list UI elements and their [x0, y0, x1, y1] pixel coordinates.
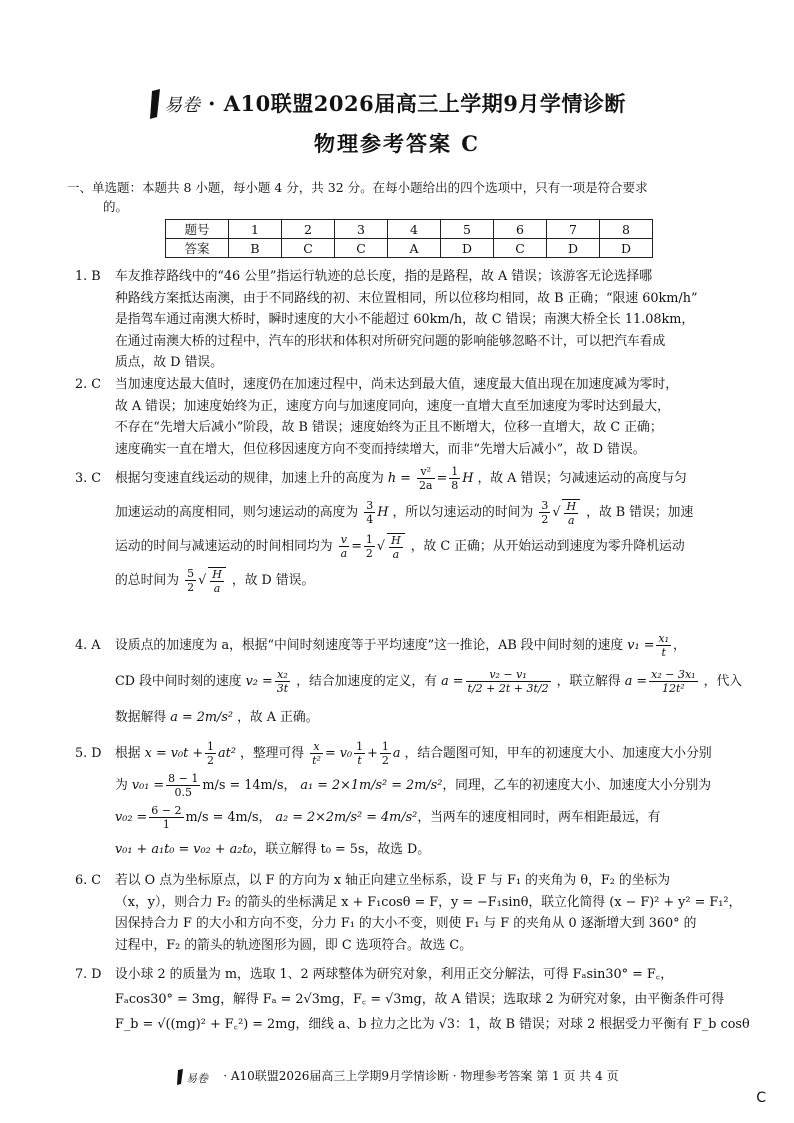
text-line: Fₐcos30° = 3mg，解得 Fₐ = 2√3mg，F꜀ = √3mg，故 A 错误；选取球 2 为研究对象，由平衡条件可得 — [115, 992, 725, 1007]
text-line — [115, 664, 743, 700]
denominator: 2 — [207, 754, 215, 767]
page-subtitle: 物理参考答案 C — [313, 131, 481, 156]
denominator: 8 — [451, 479, 459, 492]
math-symbol: v₂ = — [245, 674, 273, 689]
text-segment: ，整理可得 — [240, 746, 305, 761]
fraction — [387, 533, 405, 561]
denominator: 12t² — [661, 682, 685, 695]
page-footer — [0, 1067, 794, 1086]
table-cell: A — [388, 239, 441, 258]
fraction — [339, 533, 350, 560]
math-symbol: v₀₂ = — [115, 810, 148, 825]
denominator: 3t — [276, 682, 289, 695]
numerator: 6 − 2 — [151, 804, 182, 817]
question-number: 5. D — [75, 746, 102, 761]
section-heading — [67, 178, 757, 216]
table-cell: D — [441, 239, 494, 258]
table-cell: 2 — [282, 220, 335, 239]
numerator: 1 — [207, 740, 215, 753]
math-symbol: a — [392, 746, 401, 761]
numerator: v² — [417, 465, 435, 479]
text-line: 因保持合力 F 的大小和方向不变，分力 F₁ 的大小不变，则使 F₁ 与 F 的夹角从 0 逐渐增大到 360° 的 — [115, 916, 697, 931]
text-line: 不存在“先增大后减小”阶段，故 B 错误；速度始终为正且不断增大，位移一直增大，故 C 正确； — [115, 420, 663, 435]
text-line: 加速运动的高度相同，则匀速运动的高度为 $\frac{3}{4}$ H ，所以匀速运动的时间为 $\frac{3}{2}$ √ $\frac{H}{a}$ ，故 B 错误；加速 — [115, 499, 694, 527]
text-line — [115, 738, 727, 770]
text-line — [115, 802, 727, 834]
question-1 — [75, 266, 727, 374]
text-line: 故 A 错误；加速度始终为正，速度方向与加速度同向，速度一直增大直至加速度为零时达到最大， — [115, 398, 670, 414]
text-line: F_b = √((mg)² + F꜀²) = 2mg，细线 a、b 拉力之比为 √3：1，故 B 错误；对球 2 根据受力平衡有 F_b cosθ — [115, 1017, 750, 1032]
denominator: 2 — [365, 547, 373, 560]
denominator: t — [661, 646, 666, 659]
question-number: 2. C — [75, 377, 102, 392]
fraction — [364, 499, 375, 526]
denominator: 2 — [187, 581, 195, 594]
math-symbol: h = — [387, 471, 411, 486]
question-5 — [75, 738, 727, 866]
math-symbol: H — [462, 471, 474, 486]
math-symbol: a = — [441, 674, 464, 689]
denominator: a — [567, 513, 575, 527]
math-symbol: a₂ = 2×2m/s² = 4m/s² — [275, 810, 418, 825]
text-segment: ，联立解得 t₀ = 5s，故选 D。 — [252, 842, 431, 857]
numerator: v — [339, 533, 350, 547]
table-cell: 1 — [229, 220, 282, 239]
math-symbol: = — [436, 471, 448, 486]
footer-logo-text: 易卷 — [186, 1071, 209, 1085]
text-line: 车友推荐路线中的“46 公里”指运行轨迹的总长度，指的是路程，故 A 错误；该游客无论选择哪 — [115, 269, 653, 284]
fraction — [466, 668, 551, 695]
text-line: 若以 O 点为坐标原点，以 F 的方向为 x 轴正向建立坐标系，设 F 与 F₁ 的夹角为 θ，F₂ 的坐标为 — [115, 873, 671, 888]
table-cell: 3 — [335, 220, 388, 239]
text-segment: ，故 A 正确。 — [237, 710, 319, 725]
table-row-answers — [166, 239, 653, 258]
text-segment: 为 — [115, 778, 128, 793]
text-segment: 运动的时间与减速运动的时间相同均为 — [115, 539, 333, 554]
denominator: a — [213, 581, 221, 595]
text-segment: ，结合题图可知，甲车的初速度大小、加速度大小分别 — [404, 746, 712, 761]
math-symbol: at² — [218, 746, 236, 761]
text-segment: ，同理，乙车的初速度大小、加速度大小分别为 — [442, 778, 712, 793]
denominator: t² — [312, 754, 321, 767]
math-symbol: = v₀ — [324, 746, 353, 761]
text-line: 设小球 2 的质量为 m，选取 1、2 两球整体为研究对象，利用正交分解法，可得 Fₐsin30° = F꜀， — [115, 967, 674, 982]
denominator: 4 — [366, 513, 374, 526]
numerator: x₂ — [275, 668, 290, 682]
fraction — [539, 499, 550, 526]
text-segment: 的总时间为 — [115, 573, 179, 588]
fraction — [185, 567, 196, 594]
math-symbol: H — [377, 505, 389, 520]
text-segment: 根据匀变速直线运动的规律，加速上升的高度为 — [115, 471, 384, 486]
numerator: 1 — [365, 533, 373, 546]
text-line: （x，y），则合力 F₂ 的箭头的坐标满足 x + F₁cosθ = F，y = −F₁sinθ，联立化简得 (x − F)² + y² = F₁²， — [115, 894, 742, 910]
numerator: x — [310, 740, 323, 754]
fraction — [149, 804, 183, 831]
math-symbol: x = v₀t + — [144, 746, 204, 761]
question-number: 7. D — [75, 967, 102, 982]
table-cell: 6 — [494, 220, 547, 239]
text-line: 质点，故 D 错误。 — [115, 355, 223, 370]
numerator: v₂ − v₁ — [466, 668, 551, 682]
fraction — [205, 740, 216, 767]
text-segment: ，联立解得 — [556, 674, 621, 689]
question-7 — [75, 962, 750, 1037]
question-number: 4. A — [75, 638, 101, 653]
corner-mark: C — [756, 1090, 766, 1106]
text-segment: ，代入 — [703, 674, 743, 689]
denominator: t/2 + 2t + 3t/2 — [467, 682, 549, 695]
page-title: · A10联盟2026届高三上学期9月学情诊断 — [208, 91, 626, 116]
table-header-cell: 答案 — [166, 239, 229, 258]
numerator: 8 − 1 — [168, 772, 199, 785]
footer-text: · A10联盟2026届高三上学期9月学情诊断 · 物理参考答案 第 1 页 共 4 页 — [223, 1069, 619, 1083]
numerator: 3 — [366, 499, 374, 512]
text-segment: ，所以匀速运动的时间为 — [392, 505, 534, 520]
math-symbol: v₁ = — [627, 638, 655, 653]
denominator: a — [392, 547, 400, 561]
table-cell: B — [229, 239, 282, 258]
question-4 — [75, 628, 743, 736]
text-line: 速度确实一直在增大，但位移因速度方向不变而持续增大，而非“先增大后减小”，故 D 错误。 — [115, 441, 646, 457]
table-cell: D — [600, 239, 653, 258]
text-segment: CD 段中间时刻的速度 — [115, 674, 242, 689]
question-2 — [75, 374, 727, 460]
fraction — [417, 465, 435, 492]
fraction — [649, 668, 697, 695]
fraction — [166, 772, 200, 799]
math-symbol: a = — [624, 674, 648, 689]
question-number: 1. B — [75, 269, 101, 284]
denominator: 0.5 — [174, 786, 193, 799]
text-segment: ，故 B 错误；加速 — [586, 505, 694, 520]
text-line: 在通过南澳大桥的过程中，汽车的形状和体积对所研究问题的影响能够忽略不计，可以把汽车看成 — [115, 333, 666, 349]
text-segment: 加速运动的高度相同，则匀速运动的高度为 — [115, 505, 359, 520]
text-segment: 数据解得 — [115, 710, 167, 725]
text-segment: 设质点的加速度为 a，根据“中间时刻速度等于平均速度”这一推论，AB 段中间时刻的速度 — [115, 638, 624, 653]
denominator: 2a — [418, 479, 433, 492]
denominator: 2 — [541, 513, 549, 526]
answer-table — [165, 219, 653, 258]
numerator: H — [391, 533, 401, 547]
text-segment: ，当两车的速度相同时，两车相距最远，有 — [417, 810, 661, 825]
fraction — [380, 740, 391, 767]
math-symbol: v₀₁ + a₁t₀ = v₀₂ + a₂t₀ — [115, 842, 253, 857]
denominator: 2 — [381, 754, 389, 767]
text-line — [115, 834, 727, 866]
fraction — [275, 668, 290, 695]
denominator: 1 — [162, 818, 170, 831]
brand-logo-text: 易卷 — [164, 95, 200, 116]
text-segment: ，故 C 正确；从开始运动到速度为零升降机运动 — [410, 539, 685, 554]
text-line — [115, 700, 727, 736]
fraction — [354, 740, 365, 767]
table-cell: 4 — [388, 220, 441, 239]
fraction — [656, 632, 671, 659]
section-heading-cont: 的。 — [103, 199, 129, 214]
text-line — [115, 770, 727, 802]
footer-logo — [175, 1068, 219, 1086]
numerator: 1 — [356, 740, 364, 753]
numerator: 1 — [451, 465, 459, 478]
text-segment: ，结合加速度的定义，有 — [296, 674, 437, 689]
math-symbol: a₁ = 2×1m/s² = 2m/s² — [300, 778, 443, 793]
question-3 — [75, 462, 727, 598]
text-segment: ，故 D 错误。 — [231, 573, 315, 588]
math-symbol: + — [367, 746, 378, 761]
numerator: H — [212, 567, 222, 581]
fraction — [449, 465, 460, 492]
fraction — [208, 567, 226, 595]
numerator: 3 — [541, 499, 549, 512]
text-segment: 根据 — [115, 746, 141, 761]
fraction — [364, 533, 375, 560]
table-cell: C — [494, 239, 547, 258]
math-symbol: a = 2m/s² — [170, 710, 234, 725]
fraction — [310, 740, 323, 767]
table-cell: C — [335, 239, 388, 258]
text-line: 过程中，F₂ 的箭头的轨迹图形为圆，即 C 选项符合。故选 C。 — [115, 937, 472, 953]
table-cell: D — [547, 239, 600, 258]
text-line — [115, 462, 727, 496]
fraction — [562, 499, 580, 527]
section-heading-line: 一、单选题：本题共 8 小题，每小题 4 分，共 32 分。在每小题给出的四个选项中，只有一项是符合要求 — [67, 180, 648, 195]
question-number: 3. C — [75, 471, 102, 486]
table-row-numbers — [166, 220, 653, 239]
denominator: a — [340, 547, 348, 560]
text-line: 是指驾车通过南澳大桥时，瞬时速度的大小不能超过 60km/h，故 C 错误；南澳大桥全长 11.08km， — [115, 312, 695, 327]
text-line: 运动的时间与减速运动的时间相同均为 $\frac{v}{a}$ = $\frac{1}{2}$ √ $\frac{H}{a}$ ，故 C 正确；从开始运动到速度为零升降机运动 — [115, 533, 685, 561]
question-number: 6. C — [75, 873, 102, 888]
denominator: t — [357, 754, 362, 767]
math-symbol: v₀₁ = — [131, 778, 165, 793]
text-line: 当加速度达最大值时，速度仍在加速过程中，尚未达到最大值，速度最大值出现在加速度减为零时， — [115, 377, 679, 392]
table-cell: C — [282, 239, 335, 258]
text-segment: m/s = 4m/s， — [185, 810, 272, 825]
table-cell: 7 — [547, 220, 600, 239]
numerator: 1 — [381, 740, 389, 753]
question-6 — [75, 870, 742, 956]
numerator: 5 — [187, 567, 195, 580]
numerator: H — [566, 499, 577, 513]
numerator: x₁ — [658, 632, 670, 645]
text-segment: ，故 A 错误；匀减速运动的高度与匀 — [477, 471, 687, 486]
table-cell: 5 — [441, 220, 494, 239]
numerator: x₂ − 3x₁ — [651, 668, 696, 681]
text-segment: m/s = 14m/s， — [202, 778, 297, 793]
table-cell: 8 — [600, 220, 653, 239]
table-header-cell: 题号 — [166, 220, 229, 239]
text-line: 的总时间为 $\frac{5}{2}$ √ $\frac{H}{a}$ ，故 D 错误。 — [115, 567, 315, 595]
text-line: 设质点的加速度为 a，根据“中间时刻速度等于平均速度”这一推论，AB 段中间时刻的速度 v₁ = $\frac{\text{x₁}}{t}$ ， — [115, 632, 686, 659]
text-line: 种路线方案抵达南澳，由于不同路线的初、末位置相同，所以位移均相同，故 B 正确；“限速 60km/h” — [115, 290, 698, 306]
